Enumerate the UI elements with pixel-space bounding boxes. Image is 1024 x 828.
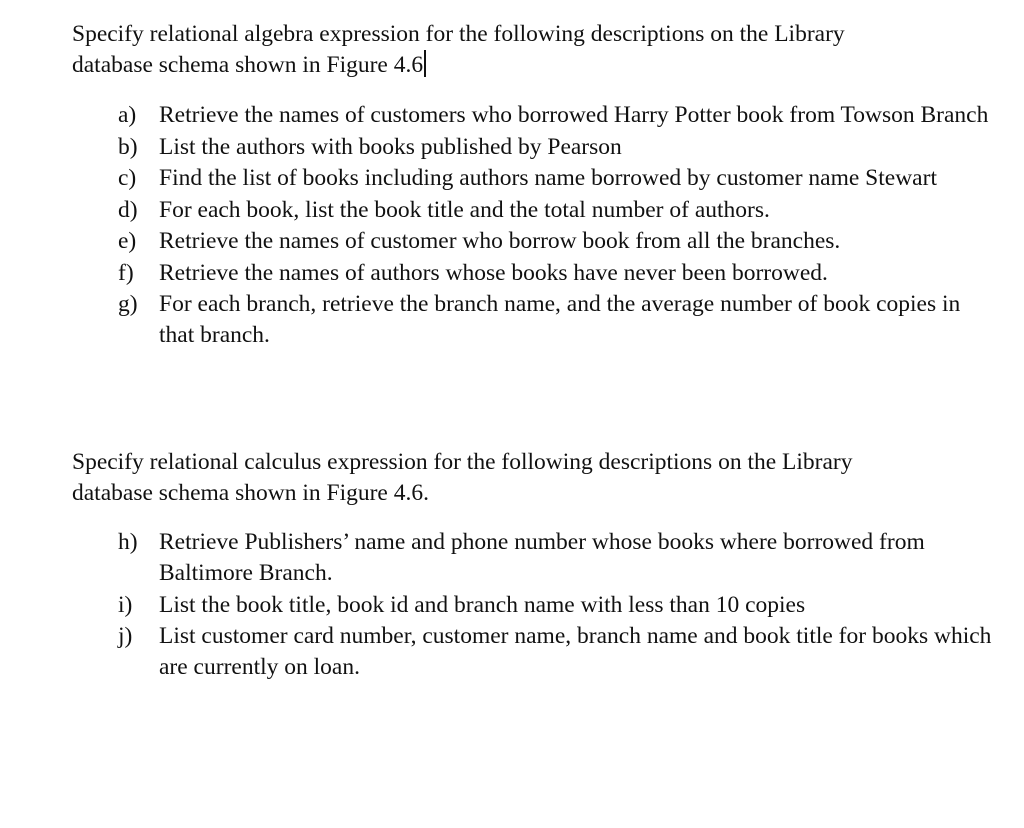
question-marker: d) [118, 196, 138, 223]
question-marker: j) [118, 623, 133, 649]
question-g [118, 289, 998, 351]
question-text: Retrieve the names of customers who borrowed Harry Potter book from Towson Branch [159, 102, 989, 128]
text-cursor [424, 50, 426, 77]
question-text: Find the list of books including authors name borrowed by customer name Stewart [159, 165, 937, 191]
calculus-instructions-line1: Specify relational calculus expression for the following descriptions on the Library [72, 449, 853, 475]
question-i [118, 590, 998, 621]
calculus-question-list [118, 527, 998, 684]
question-b [118, 132, 998, 163]
algebra-instructions-line1: Specify relational algebra expression for the following descriptions on the Library [72, 21, 845, 47]
question-text: List customer card number, customer name, branch name and book title for books which are currently on loan. [159, 623, 992, 680]
question-marker: h) [118, 529, 138, 555]
question-d [118, 195, 998, 226]
question-marker: a) [118, 102, 137, 128]
question-text: List the book title, book id and branch name with less than 10 copies [159, 591, 806, 618]
question-text: Retrieve the names of customer who borrow book from all the branches. [159, 228, 841, 254]
question-a [118, 100, 998, 131]
question-text: For each book, list the book title and the total number of authors. [159, 196, 770, 223]
question-h [118, 527, 998, 589]
algebra-question-list [118, 100, 998, 352]
question-text: Retrieve Publishers’ name and phone number whose books where borrowed from Baltimore Branch. [159, 529, 925, 586]
question-text: For each branch, retrieve the branch name, and the average number of book copies in that branch. [159, 291, 961, 348]
question-c [118, 163, 998, 194]
question-text: List the authors with books published by Pearson [159, 133, 622, 160]
question-marker: b) [118, 133, 138, 160]
algebra-instructions-line2: database schema shown in Figure 4.6 [72, 52, 424, 78]
question-marker: e) [118, 228, 137, 254]
question-text: Retrieve the names of authors whose books have never been borrowed. [159, 259, 828, 286]
question-marker: g) [118, 291, 138, 317]
question-marker: f) [118, 259, 134, 286]
calculus-instructions [72, 447, 972, 509]
question-f [118, 258, 998, 289]
question-marker: i) [118, 591, 133, 618]
question-marker: c) [118, 165, 137, 191]
question-j [118, 621, 998, 683]
question-e [118, 226, 998, 257]
calculus-instructions-line2: database schema shown in Figure 4.6. [72, 480, 429, 506]
algebra-instructions [72, 19, 972, 81]
